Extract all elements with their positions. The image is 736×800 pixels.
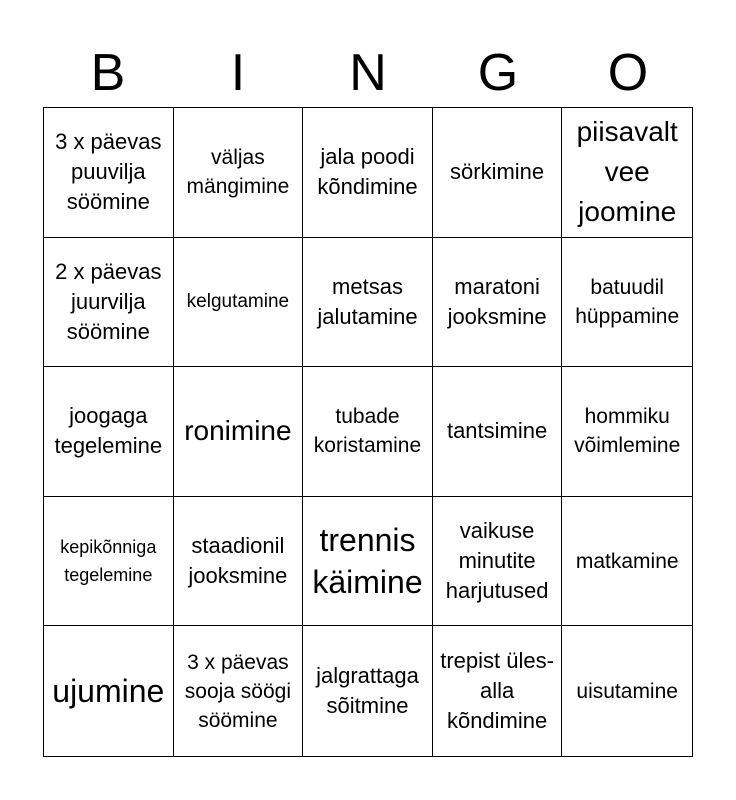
header-letter-g: G — [477, 44, 519, 102]
bingo-cell[interactable]: ronimine — [174, 367, 304, 497]
header-letter-b: B — [90, 44, 126, 102]
bingo-cell[interactable]: jalgrattaga sõitmine — [303, 626, 433, 756]
bingo-cell[interactable]: jala poodi kõndimine — [303, 108, 433, 238]
bingo-cell[interactable]: 3 x päevas sooja söögi söömine — [174, 626, 304, 756]
bingo-cell[interactable]: ujumine — [44, 626, 174, 756]
bingo-board — [43, 107, 693, 757]
bingo-cell[interactable]: 2 x päevas juurvilja söömine — [44, 238, 174, 368]
bingo-cell[interactable]: sörkimine — [433, 108, 563, 238]
bingo-cell[interactable]: kelgutamine — [174, 238, 304, 368]
bingo-cell[interactable]: hommiku võimlemine — [562, 367, 692, 497]
bingo-cell[interactable]: joogaga tegelemine — [44, 367, 174, 497]
bingo-cell[interactable]: vaikuse minutite harjutused — [433, 497, 563, 627]
bingo-cell[interactable]: piisavalt vee joomine — [562, 108, 692, 238]
bingo-cell[interactable]: maratoni jooksmine — [433, 238, 563, 368]
header-letter-o: O — [607, 44, 649, 102]
bingo-cell[interactable]: batuudil hüppamine — [562, 238, 692, 368]
bingo-cell[interactable]: tubade koristamine — [303, 367, 433, 497]
bingo-cell[interactable]: staadionil jooksmine — [174, 497, 304, 627]
header-letter-i: I — [230, 44, 246, 102]
bingo-cell[interactable]: metsas jalutamine — [303, 238, 433, 368]
bingo-cell[interactable]: tantsimine — [433, 367, 563, 497]
bingo-cell[interactable]: trepist üles-alla kõndimine — [433, 626, 563, 756]
bingo-cell[interactable]: kepikõnniga tegelemine — [44, 497, 174, 627]
bingo-cell[interactable]: uisutamine — [576, 679, 678, 703]
bingo-cell[interactable]: matkamine — [562, 497, 692, 627]
bingo-cell[interactable]: väljas mängimine — [174, 108, 304, 238]
header-letter-n: N — [349, 44, 387, 102]
bingo-cell[interactable]: trennis käimine — [303, 497, 433, 627]
bingo-header — [43, 40, 693, 106]
bingo-cell[interactable]: 3 x päevas puuvilja söömine — [44, 108, 174, 238]
